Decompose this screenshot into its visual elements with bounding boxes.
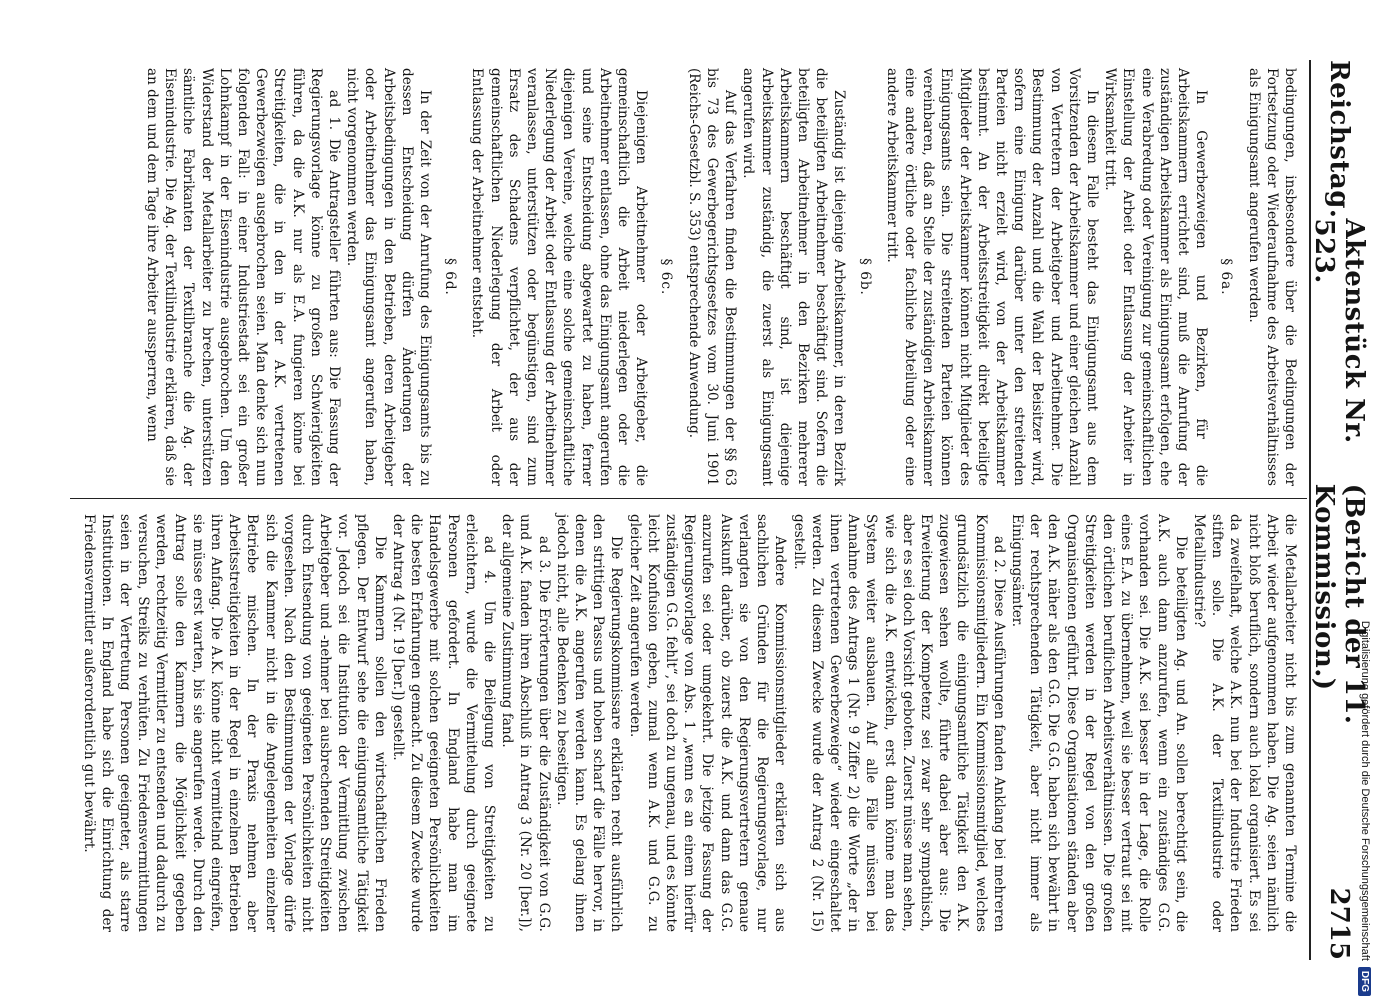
body-paragraph: In Gewerbezweigen und Bezirken, für die Arbeitskammern errichtet sind, muß die Anrufung der zuständigen Arbeitskammer als Einigungsamt erfolgen, ehe eine Verabredung oder Vereinigung zur gemeinschaftlichen Einstellung der Arbeit oder Entlassung der Arbeiter in Wirksamkeit tritt. [1102,68,1210,486]
section-heading: § 6a. [1218,258,1235,296]
body-paragraph: bedingungen, insbesondere über die Bedingungen der Fortsetzung oder Wiederaufnahme des Arbeitsverhältnisses als Einigungsamt angerufen werden. [1245,68,1298,486]
header-left: Reichstag. [1324,60,1354,219]
ad-label: ad 3. [535,536,552,574]
body-paragraph: In der Zeit von der Anrufung des Einigungsamts bis zu dessen Entscheidung dürfen Änderungen der Arbeitsbedingungen in den Betrieben, deren Arbeitgeber oder Arbeitnehmer das Einigungsamt angerufen haben, nicht vorgenommen werden. [344,68,434,486]
ad-label: ad 2. [990,536,1007,574]
body-paragraph: In diesem Falle besteht das Einigungsamt aus dem Vorsitzenden der Arbeitskammer und einer gleichen Anzahl von Vertretern der Arbeitgeber und Arbeitnehmer. Die Bestimmung der Anzahl und die Wahl der Beisitzer wird, sofern eine Einigung darüber unter den streitenden Parteien nicht erzielt wird, von der Arbeitskammer bestimmt. An der Arbeitsstreitigkeit direkt beteiligte Mitglieder der Arbeitskammer können nicht Mitglieder des Einigungsamts sein. Die streitenden Parteien können vereinbaren, daß an Stelle der zuständigen Arbeitskammer eine andere örtliche oder fachliche Abteilung oder eine andere Arbeitskammer tritt. [883,68,1100,486]
ad-paragraph [143,68,343,486]
body-paragraph: Die Regierungskommissare erklärten recht ausführlich den strittigen Passus und hoben scharf die Fälle hervor, in denen die A.K. angerufen werden kann. Es gelang ihnen jedoch nicht, alle Bedenken zu beseitigen. [553,514,625,932]
body-paragraph: Diejenigen Arbeitnehmer oder Arbeitgeber, die gemeinschaftlich die Arbeit niederlegen oder die Arbeitnehmer entlassen, ohne das Einigungsamt angerufen und seine Entscheidung abgewartet zu haben, ferner diejenigen Vereine, welche eine solche gemeinschaftliche Niederlegung der Arbeit oder Entlassung der Arbeitnehmer veranlassen, unterstützen oder begünstigen, sind zum Ersatz des Schadens verpflichtet, der aus der gemeinschaftlichen Niederlegung der Arbeit oder Entlassung der Arbeitnehmer entsteht. [469,68,650,486]
section-heading: § 6d. [442,258,459,296]
dfg-logo: DFG [1359,967,1372,996]
body-paragraph: die Metallarbeiter nicht bis zum genannten Termine die Arbeit wieder aufgenommen haben. Die Ag. seien nämlich nicht bloß beruflich, sondern auch lokal organisiert. Es sei da zweifelhaft, welche A.K. nun bei der Industrie Frieden stiften solle. Die A.K. der Textilindustrie oder Metallindustrie? [1190,514,1298,932]
body-paragraph: Die beteiligten Ag. und An. sollen berechtigt sein, die A.K. auch dann anzurufen, wenn ein zuständiges G.G. vorhanden sei. Die A.K. sei besser in der Lage, die Rolle eines E.A. zu übernehmen, weil sie besser vertraut sei mit den örtlichen beruflichen Arbeitsverhältnissen. Die großen Streitigkeiten werden in der Regel von den großen Organisationen geführt. Diese Organisationen ständen aber den A.K. näher als den G.G. Die G.G. haben sich bewährt in der rechtsprechenden Tätigkeit, aber nicht immer als Einigungsämter. [1008,514,1189,932]
left-column [143,68,1299,486]
body-paragraph: Auf das Verfahren finden die Bestimmungen der §§ 63 bis 73 des Gewerbegerichtsgesetzes vom 30. Juni 1901 (Reichs-Gesetzbl. S. 353) entsprechende Anwendung. [685,68,739,486]
ad-label: ad 4. [481,536,498,585]
ad-text: Um die Beilegung von Streitigkeiten zu erleichtern, wurde die Vermittelung durch geeignete Personen gefordert. In England habe man im Handelsgewerbe mit solchen geeigneten Persönlichkeiten die besten Erfahrungen gemacht. Zu diesem Zwecke wurde der Antrag 4 (Nr. 19 [ber.]) gestellt. [390,514,498,932]
header-report-title: (Bericht der 11. Kommission.) [1309,483,1369,725]
ad-label: ad 1. [326,90,343,131]
body-paragraph: Zuständig ist diejenige Arbeitskammer, in deren Bezirk die beteiligten Arbeitnehmer beschäftigt sind. Sofern die beteiligten Arbeitnehmer in den Bezirken mehrerer Arbeitskammern beschäftigt sind, ist diejenige Arbeitskammer zuständig, die zuerst als Einigungsamt angerufen wird. [740,68,848,486]
ad-paragraph [389,514,498,932]
right-column [79,514,1299,932]
attribution-strip [1352,6,1378,996]
ad-text: Die Erörterungen über die Zuständigkeit von G.G. und A.K. fanden ihren Abschluß in Antrag 3 (Nr. 20 [ber.]), der allgemeine Zustimmung fand. [499,514,552,932]
column-divider [70,498,1307,499]
body-paragraph: Die Kammern sollen den wirtschaftlichen Frieden pflegen. Der Entwurf sehe die einigungsamtliche Tätigkeit vor. Jedoch sei die Institution der Vermittlung zwischen Arbeitgeber und -nehmer bei ausbrechenden Streitigkeiten durch Entsendung von geeigneten Persönlichkeiten nicht vorgesehen. Nach den Bestimmungen der Vorlage dürfe sich die Kammer nicht in die Angelegenheiten einzelner Betriebe mischen. In der Praxis nehmen aber Arbeitsstreitigkeiten in der Regel in einzelnen Betrieben ihren Anfang. Die A.K. könne nicht vermittelnd eingreifen, sie müsse erst warten, bis sie angerufen werde. Durch den Antrag solle den Kammern die Möglichkeit gegeben werden, rechtzeitig Vermittler zu entsenden und dadurch zu versuchen, Streiks zu verhüten. Zu Friedensvermittlungen seien in der Vertretung Personen geeigneter, als starre Institutionen. In England habe sich die Einrichtung der Friedensvermittler außerordentlich gut bewährt. [80,514,388,932]
ad-paragraph [498,514,553,932]
page-number: 2715 [1324,887,1354,960]
section-heading: § 6c. [658,258,675,296]
ad-text: Diese Ausführungen fanden Anklang bei mehreren Kommissionsmitgliedern. Ein Kommissionsmitglied, welches grundsätzlich die einigungsamtliche Tätigkeit den A.K. zugewiesen sehen wollte, führte dabei aber aus: Die Erweiterung der Kompetenz sei zwar sehr sympathisch, aber es sei doch Vorsicht geboten. Zuerst müsse man sehen, wie sich die A.K. entwickeln, erst dann könne man das System weiter ausbauen. Auf alle Fälle müssen bei Annahme des Antrags 1 (Nr. 9 Ziffer 2) die Worte „der in ihnen vertretenen Gewerbezweige“ wieder eingeschaltet werden. Zu diesem Zwecke wurde der Antrag 2 (Nr. 15) gestellt. [790,514,1007,932]
header-document-number: Aktenstück Nr. 523. [1309,218,1369,444]
body-paragraph: Andere Kommissionsmitglieder erklärten sich aus sachlichen Gründen für die Regierungsvorlage, nur verlangten sie von den Regierungsvertretern genaue Auskunft darüber, ob zuerst die A.K. und dann das G.G. anzurufen sei oder umgekehrt. Die jetzige Fassung der Regierungsvorlage von Abs. 1 „wenn es an einem hierfür zuständigen G.G. fehlt“, sei doch zu ungenau, und es könnte leicht Konfusion geben, zumal wenn A.K. und G.G. zu gleicher Zeit angerufen werden. [626,514,789,932]
header-rule [1309,60,1311,960]
ad-text: Die Antragsteller führten aus: Die Fassung der Regierungsvorlage könne zu großen Schwierigkeiten führen, da die A.K. nur als E.A. fungieren könne bei Streitigkeiten, die in den in der A.K. vertretenen Gewerbezweigen ausgebrochen seien. Man denke sich nun folgenden Fall: in einer Industriestadt sei ein großer Lohnkampf in der Eisenindustrie ausgebrochen. Um den Widerstand der Metallarbeiter zu brechen, unterstützen sämtliche Fabrikanten der Textilbranche die Ag. der Eisenindustrie. Die Ag. der Textilindustrie erklären, daß sie an dem und dem Tage ihre Arbeiter aussperren, wenn [144,68,343,486]
attribution-text: Digitalisierung gefördert durch die Deutsche Forschungsgemeinschaft [1359,620,1371,961]
section-heading: § 6b. [856,258,873,296]
ad-paragraph [789,514,1007,932]
